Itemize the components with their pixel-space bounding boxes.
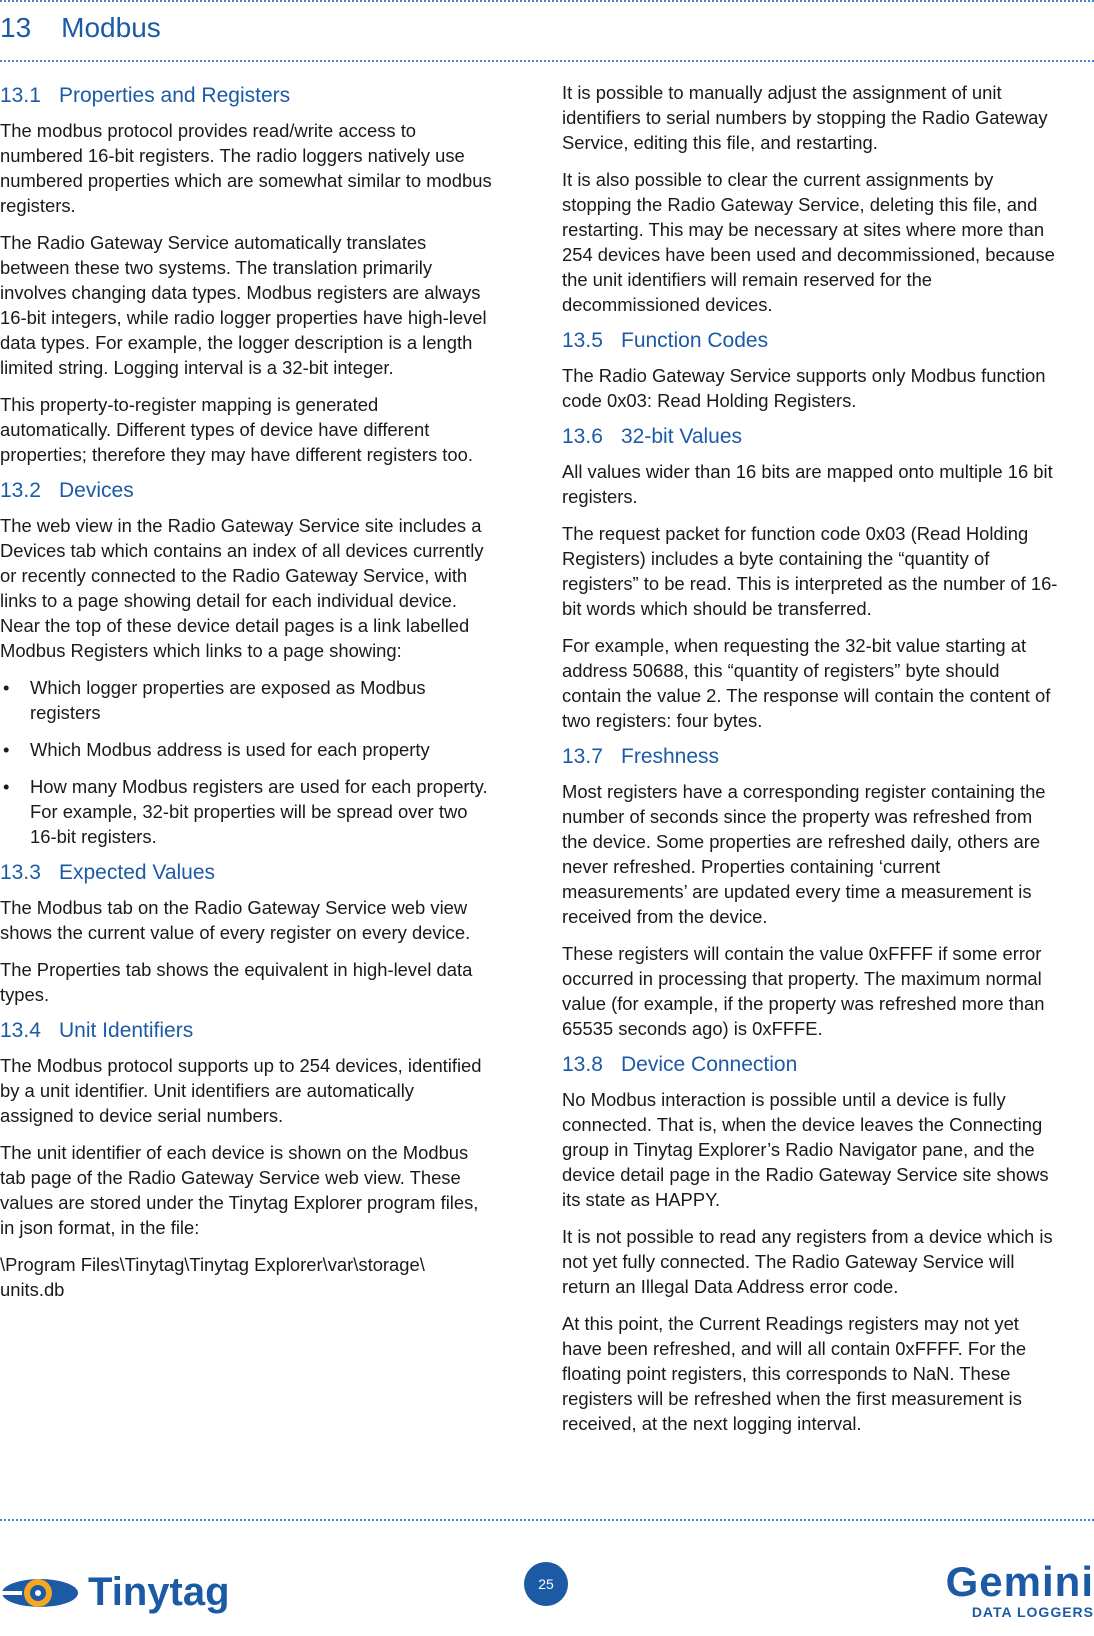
section-heading <box>0 861 492 885</box>
paragraph: The unit identifier of each device is shown on the Modbus tab page of the Radio Gateway Service web view. These values are stored under the Tinytag Explorer program files, in json format, in the file: <box>0 1142 479 1238</box>
section-heading <box>0 1019 492 1043</box>
left-column <box>0 80 492 1314</box>
paragraph: The Radio Gateway Service supports only Modbus function code 0x03: Read Holding Registers. <box>562 365 1046 411</box>
top-rule <box>0 0 1094 2</box>
section-number: 13.8 <box>562 1053 603 1076</box>
section-heading <box>562 745 1062 769</box>
paragraph: It is possible to manually adjust the assignment of unit identifiers to serial numbers by stopping the Radio Gateway Service, editing this file, and restarting. <box>562 82 1048 153</box>
bullet-item: • Which logger properties are exposed as Modbus registers <box>0 675 492 725</box>
paragraph: The web view in the Radio Gateway Service site includes a Devices tab which contains an index of all devices currently or recently connected to the Radio Gateway Service, with links to a page showing detail for each individual device. Near the top of these device detail pages is a link labelled Modbus Registers which links to a page showing: <box>0 515 484 661</box>
gemini-tagline: DATA LOGGERS <box>971 1604 1094 1620</box>
bullet-item: • Which Modbus address is used for each property <box>0 737 492 762</box>
section-number: 13.5 <box>562 329 603 352</box>
section-title: Expected Values <box>59 861 216 884</box>
header-rule <box>0 60 1094 62</box>
chapter-heading <box>0 12 161 44</box>
section-number: 13.6 <box>562 425 603 448</box>
paragraph: This property-to-register mapping is generated automatically. Different types of device have different properties; therefore they may have different registers too. <box>0 394 473 465</box>
paragraph: The request packet for function code 0x03 (Read Holding Registers) includes a byte containing the “quantity of registers” to be read. This is interpreted as the number of 16-bit words which should be transferred. <box>562 523 1058 619</box>
paragraph: The Properties tab shows the equivalent in high-level data types. <box>0 959 473 1005</box>
section-title: Freshness <box>621 745 720 768</box>
paragraph: For example, when requesting the 32-bit value starting at address 50688, this “quantity of registers” byte should contain the value 2. The response will contain the content of two registers: four bytes. <box>562 635 1051 731</box>
paragraph: No Modbus interaction is possible until a device is fully connected. That is, when the device leaves the Connecting group in Tinytag Explorer’s Radio Navigator pane, and the device detail page in the Radio Gateway Service site shows its state as HAPPY. <box>562 1089 1049 1210</box>
paragraph: These registers will contain the value 0xFFFF if some error occurred in processing that property. The maximum normal value (for example, if the property was refreshed more than 65535 seconds ago) is 0xFFFE. <box>562 943 1045 1039</box>
paragraph: The Modbus protocol supports up to 254 devices, identified by a unit identifier. Unit identifiers are automatically assigned to device serial numbers. <box>0 1055 482 1126</box>
paragraph: All values wider than 16 bits are mapped onto multiple 16 bit registers. <box>562 461 1053 507</box>
section-heading <box>0 84 492 108</box>
paragraph: It is also possible to clear the current assignments by stopping the Radio Gateway Service, deleting this file, and restarting. This may be necessary at sites where more than 254 devices have been used and decommissioned, because the unit identifiers will remain reserved for the decommissioned devices. <box>562 169 1055 315</box>
section-heading <box>562 329 1062 353</box>
section-title: 32-bit Values <box>621 425 743 448</box>
section-number: 13.1 <box>0 84 41 107</box>
section-number: 13.7 <box>562 745 603 768</box>
paragraph: The Radio Gateway Service automatically translates between these two systems. The translation primarily involves changing data types. Modbus registers are always 16-bit integers, while radio logger properties have high-level data types. For example, the logger description is a length limited string. Logging interval is a 32-bit integer. <box>0 232 487 378</box>
section-heading <box>0 479 492 503</box>
paragraph: The Modbus tab on the Radio Gateway Service web view shows the current value of every register on every device. <box>0 897 471 943</box>
section-title: Properties and Registers <box>59 84 291 107</box>
section-title: Device Connection <box>621 1053 798 1076</box>
paragraph: At this point, the Current Readings registers may not yet have been refreshed, and will all contain 0xFFFF. For the floating point registers, this corresponds to NaN. These registers will be refreshed when the first measurement is received, at the next logging interval. <box>562 1313 1027 1434</box>
section-number: 13.2 <box>0 479 41 502</box>
section-title: Devices <box>59 479 134 502</box>
section-title: Unit Identifiers <box>59 1019 194 1042</box>
right-column <box>562 80 1062 1448</box>
gemini-wordmark: Gemini <box>945 1558 1094 1605</box>
section-heading <box>562 425 1062 449</box>
footer-rule <box>0 1519 1094 1521</box>
bullet-item: • How many Modbus registers are used for each property. For example, 32-bit properties will be spread over two 16-bit registers. <box>0 774 492 849</box>
chapter-number: 13 <box>0 12 32 43</box>
paragraph: It is not possible to read any registers from a device which is not yet fully connected. The Radio Gateway Service will return an Illegal Data Address error code. <box>562 1226 1053 1297</box>
tinytag-emblem-icon <box>0 1573 80 1613</box>
bullet-list <box>0 675 492 849</box>
paragraph: The modbus protocol provides read/write access to numbered 16-bit registers. The radio loggers natively use numbered properties which are somewhat similar to modbus registers. <box>0 120 492 216</box>
section-title: Function Codes <box>621 329 769 352</box>
tinytag-wordmark: Tinytag <box>88 1570 230 1614</box>
section-number: 13.4 <box>0 1019 41 1042</box>
page-footer <box>0 1560 1094 1630</box>
file-path: \Program Files\Tinytag\Tinytag Explorer\var\storage\ units.db <box>0 1254 425 1300</box>
tinytag-logo <box>0 1570 230 1615</box>
chapter-title: Modbus <box>61 12 161 43</box>
paragraph: Most registers have a corresponding register containing the number of seconds since the property was refreshed from the device. Some properties are refreshed daily, others are never refreshed. Properties containing ‘current measurements’ are updated every time a measurement is received from the device. <box>562 781 1046 927</box>
gemini-logo <box>924 1560 1094 1620</box>
section-heading <box>562 1053 1062 1077</box>
page-number: 25 <box>524 1562 568 1606</box>
section-number: 13.3 <box>0 861 41 884</box>
